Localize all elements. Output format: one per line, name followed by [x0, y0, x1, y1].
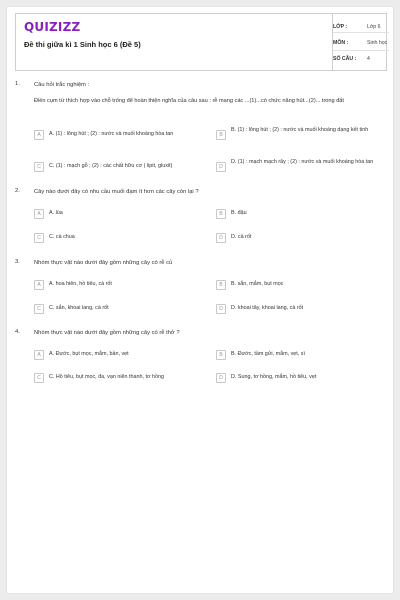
meta-value: 4: [367, 56, 370, 62]
question-number: 3.: [15, 259, 20, 265]
worksheet-header: [15, 13, 387, 71]
option-letter-box: C: [34, 233, 44, 243]
meta-value: Lớp 6: [367, 24, 381, 30]
option-text: D. cà rốt: [231, 234, 252, 240]
option-letter-box: B: [216, 130, 226, 140]
option-text: B. Đước, tầm gửi, mắm, vẹt, sì: [231, 351, 305, 357]
question-text: Cây nào dưới đây có nhu cầu muối đạm ít hơn các cây còn lại ?: [34, 189, 199, 195]
option-letter-box: D: [216, 162, 226, 172]
option-letter-box: A: [34, 209, 44, 219]
option-text: B. sắn, mắm, bụt mọc: [231, 281, 284, 287]
option-text: B. (1) : lông hút ; (2) : nước và muối khoáng dạng kết tinh: [231, 127, 369, 133]
option-text: D. (1) : mạch mạch rây ; (2) : nước và muối khoáng hòa tan: [231, 159, 374, 165]
question-text: Nhóm thực vật nào dưới đây gồm những cây có rễ thở ?: [34, 330, 180, 336]
meta-key: LỚP :: [333, 24, 348, 30]
option-letter-box: D: [216, 233, 226, 243]
option-text: A. Đước, bụt mọc, mắm, bần, vẹt: [49, 351, 129, 357]
question-number: 4.: [15, 329, 20, 335]
option-letter-box: D: [216, 304, 226, 314]
worksheet-page: [6, 6, 394, 594]
option-letter-box: C: [34, 162, 44, 172]
option-text: D. khoai tây, khoai lang, cà rốt: [231, 305, 304, 311]
option-letter-box: B: [216, 280, 226, 290]
option-text: D. Sung, tơ hồng, mắm, hồ tiêu, vẹt: [231, 374, 317, 380]
option-text: C. cà chua: [49, 234, 75, 240]
meta-key: MÔN :: [333, 40, 349, 46]
meta-key: SỐ CÂU :: [333, 56, 357, 62]
option-text: B. đậu: [231, 210, 247, 216]
question-text: Câu hỏi trắc nghiệm :: [34, 82, 90, 88]
option-letter-box: B: [216, 350, 226, 360]
meta-value: Sinh học: [367, 40, 388, 46]
question-number: 1.: [15, 81, 20, 87]
question-number: 2.: [15, 188, 20, 194]
option-text: A. (1) : lông hút ; (2) : nước và muối khoáng hòa tan: [49, 131, 174, 137]
option-text: A. hoa hiên, hồ tiêu, cà rốt: [49, 281, 112, 287]
meta-divider: [333, 50, 389, 51]
option-letter-box: B: [216, 209, 226, 219]
option-letter-box: C: [34, 373, 44, 383]
question-subtext: Điền cụm từ thích hợp vào chỗ trống để hoàn thiện nghĩa của câu sau : rễ mang các ...(1)...có chức năng hút...(2)... trong đất: [34, 98, 344, 104]
option-letter-box: A: [34, 280, 44, 290]
option-letter-box: A: [34, 130, 44, 140]
option-text: C. Hồ tiêu, bụt mọc, đa, vạn niên thanh, tơ hồng: [49, 374, 165, 380]
page-title: Đề thi giữa kì 1 Sinh học 6 (Đề 5): [24, 40, 141, 49]
question-text: Nhóm thực vật nào dưới đây gồm những cây có rễ củ: [34, 260, 173, 266]
option-text: A. lúa: [49, 210, 63, 216]
option-text: C. (1) : mạch gỗ ; (2) : các chất hữu cơ ( lipit, gluxit): [49, 163, 173, 169]
option-letter-box: A: [34, 350, 44, 360]
meta-divider: [333, 32, 389, 33]
option-letter-box: C: [34, 304, 44, 314]
quizizz-logo: QUIZIZZ: [24, 20, 81, 34]
option-text: C. sắn, khoai lang, cà rốt: [49, 305, 109, 311]
meta-panel: [332, 14, 388, 70]
option-letter-box: D: [216, 373, 226, 383]
